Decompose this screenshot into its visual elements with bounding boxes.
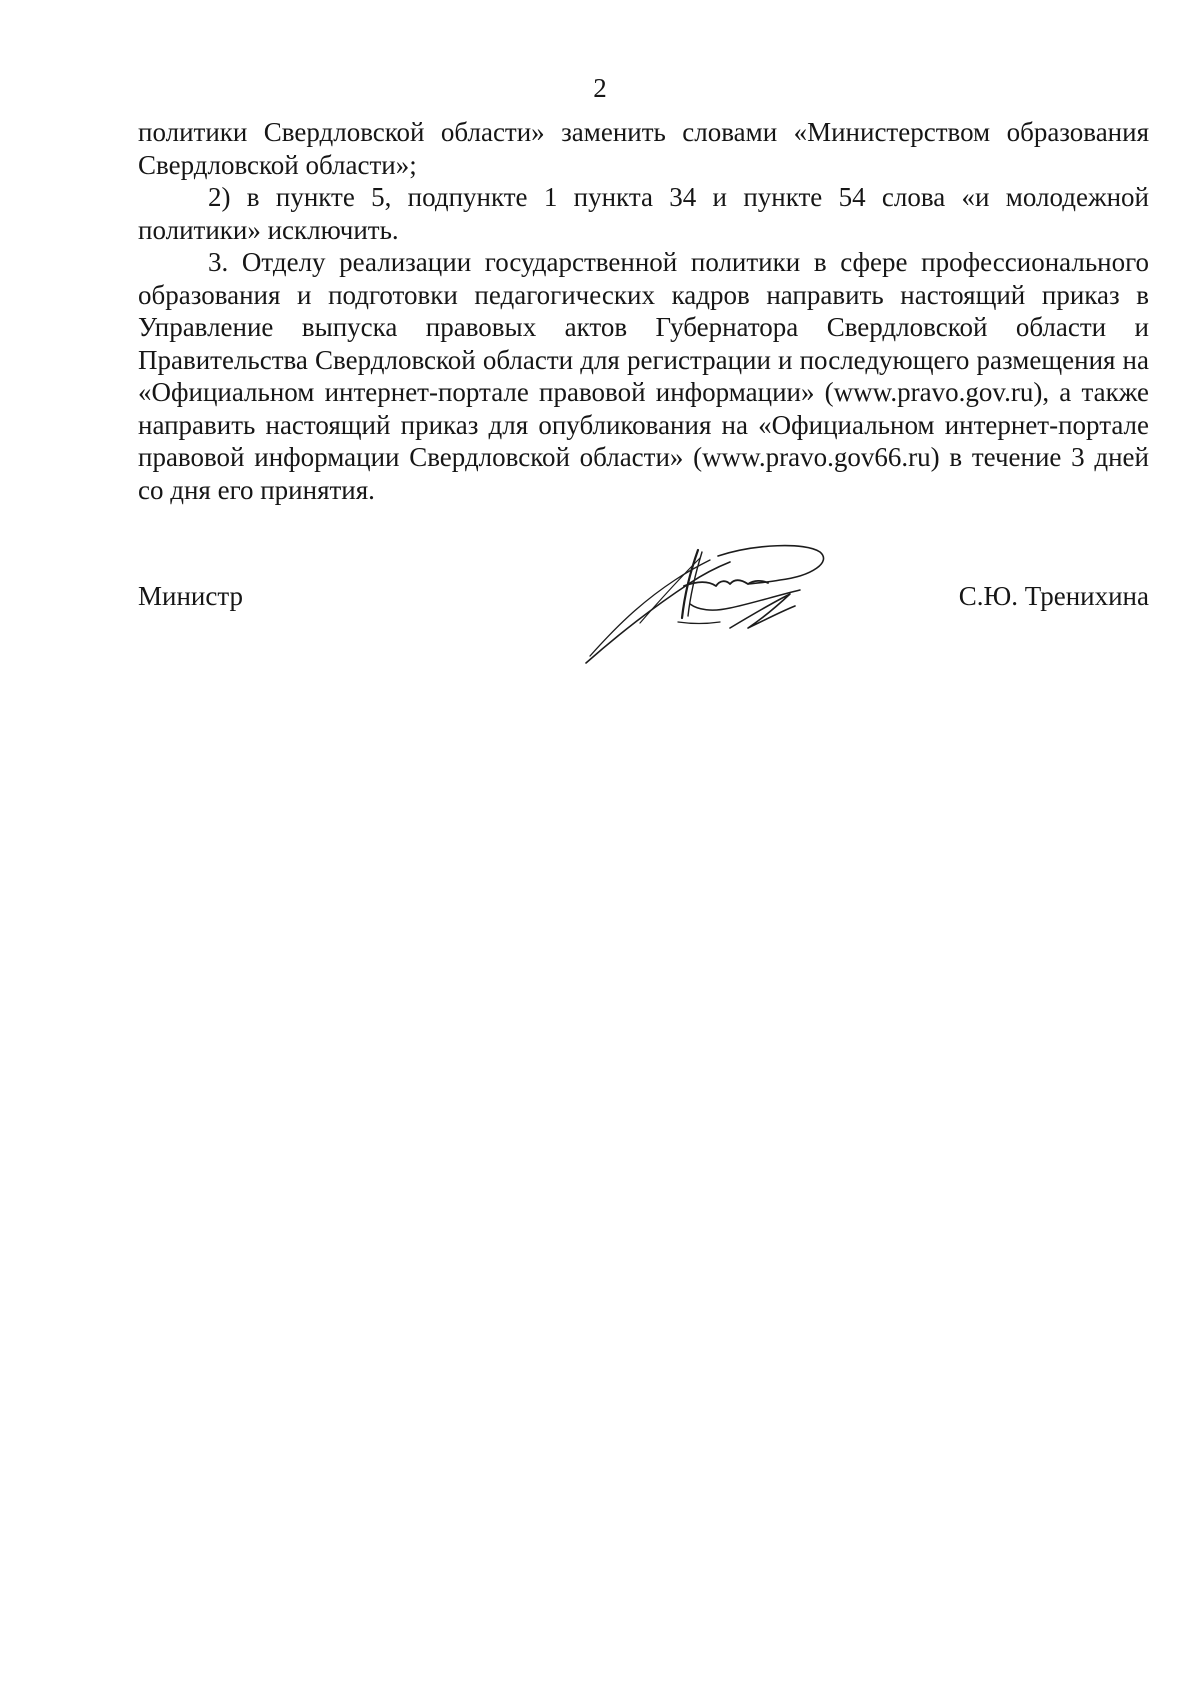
- paragraph-item-3: 3. Отделу реализации государственной политики в сфере профессионального образования и подготовки педагогических кадров направить настоящий приказ в Управление выпуска правовых актов Губернатора Свердловской области и Правительства Свердловской области для регистрации и последующего размещения на «Официальном интернет-портале правовой информации» (www.pravo.gov.ru), а также направить настоящий приказ для опубликования на «Официальном интернет-портале правовой информации Свердловской области» (www.pravo.gov66.ru) в течение 3 дней со дня его принятия.: [138, 247, 1149, 505]
- page-number: 2: [593, 73, 607, 103]
- signatory-role: Министр: [138, 581, 243, 611]
- handwritten-signature: [580, 538, 830, 668]
- document-body: [138, 116, 1149, 506]
- paragraph-continuation: политики Свердловской области» заменить словами «Министерством образования Свердловской области»;: [138, 117, 1149, 180]
- signatory-name: С.Ю. Тренихина: [958, 581, 1149, 611]
- paragraph-item-2: 2) в пункте 5, подпункте 1 пункта 34 и пункте 54 слова «и молодежной политики» исключить.: [138, 182, 1149, 245]
